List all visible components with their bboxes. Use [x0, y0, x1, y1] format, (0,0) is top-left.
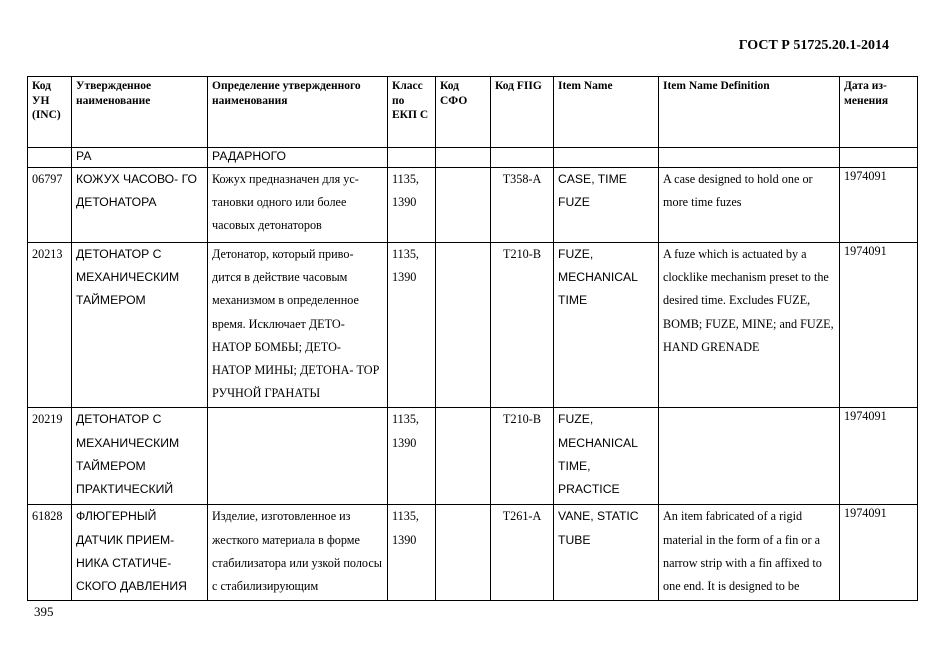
cell-name: РА	[72, 148, 208, 168]
cell-class: 1135, 1390	[388, 168, 436, 243]
cell-name: ФЛЮГЕРНЫЙ ДАТЧИК ПРИЕМ- НИКА СТАТИЧЕ- СКОГО ДАВЛЕНИЯ	[72, 505, 208, 601]
cell-definition: РАДАРНОГО	[208, 148, 388, 168]
header-item-definition: Item Name Definition	[659, 77, 840, 148]
header-fiig: Код FIIG	[491, 77, 554, 148]
cell-item-definition: A fuze which is actuated by a clocklike mechanism preset to the desired time. Excludes FUZE, BOMB; FUZE, MINE; and FUZE, HAND GRENADE	[659, 243, 840, 408]
cell-item-name: VANE, STATIC TUBE	[554, 505, 659, 601]
cell-fiig: T210-B	[491, 408, 554, 505]
header-inc: Код УН (INC)	[28, 77, 72, 148]
cell-sfo	[436, 408, 491, 505]
cell-class: 1135, 1390	[388, 505, 436, 601]
cell-sfo	[436, 243, 491, 408]
cell-name: КОЖУХ ЧАСОВО- ГО ДЕТОНАТОРА	[72, 168, 208, 243]
cell-sfo	[436, 168, 491, 243]
cell-definition: Кожух предназначен для ус- тановки одного или более часовых детонаторов	[208, 168, 388, 243]
cell-inc: 20219	[28, 408, 72, 505]
header-sfo: Код СФО	[436, 77, 491, 148]
cell-inc: 06797	[28, 168, 72, 243]
table-row	[28, 505, 918, 601]
cell-fiig: T261-A	[491, 505, 554, 601]
cell-fiig: T210-B	[491, 243, 554, 408]
cell-item-definition: An item fabricated of a rigid material in the form of a fin or a narrow strip with a fin affixed to one end. It is designed to be	[659, 505, 840, 601]
header-definition: Определение утвержденного наименования	[208, 77, 388, 148]
table-header-row	[28, 77, 918, 148]
cell-item-definition: A case designed to hold one or more time fuzes	[659, 168, 840, 243]
cell-item-name: FUZE, MECHANICAL TIME	[554, 243, 659, 408]
cell-date: 1974091	[840, 505, 918, 601]
cell-item-name: CASE, TIME FUZE	[554, 168, 659, 243]
table-row	[28, 168, 918, 243]
header-class: Класс по ЕКП С	[388, 77, 436, 148]
document-code: ГОСТ Р 51725.20.1-2014	[738, 38, 889, 53]
table-row	[28, 408, 918, 505]
cell-name: ДЕТОНАТОР С МЕХАНИЧЕСКИМ ТАЙМЕРОМ ПРАКТИЧЕСКИЙ	[72, 408, 208, 505]
page-number: 395	[34, 604, 54, 619]
cell-name: ДЕТОНАТОР С МЕХАНИЧЕСКИМ ТАЙМЕРОМ	[72, 243, 208, 408]
header-name: Утвержденное наименование	[72, 77, 208, 148]
cell-fiig: T358-A	[491, 168, 554, 243]
table-row	[28, 243, 918, 408]
cell-definition: Изделие, изготовленное из жесткого материала в форме стабилизатора или узкой полосы с стабилизирующим	[208, 505, 388, 601]
cell-sfo	[436, 505, 491, 601]
cell-class: 1135, 1390	[388, 408, 436, 505]
cell-date: 1974091	[840, 243, 918, 408]
cell-inc: 20213	[28, 243, 72, 408]
cell-date: 1974091	[840, 408, 918, 505]
cell-item-name: FUZE, MECHANICAL TIME, PRACTICE	[554, 408, 659, 505]
header-item-name: Item Name	[554, 77, 659, 148]
cell-item-definition	[659, 408, 840, 505]
table-row-continuation	[28, 148, 918, 168]
cell-definition	[208, 408, 388, 505]
header-date: Дата из- менения	[840, 77, 918, 148]
catalog-table	[27, 76, 918, 601]
cell-class: 1135, 1390	[388, 243, 436, 408]
cell-date: 1974091	[840, 168, 918, 243]
cell-definition: Детонатор, который приво- дится в действие часовым механизмом в определенное время. Исключает ДЕТО- НАТОР БОМБЫ; ДЕТО- НАТОР МИНЫ; ДЕТОНА- ТОР РУЧНОЙ ГРАНАТЫ	[208, 243, 388, 408]
cell-inc: 61828	[28, 505, 72, 601]
